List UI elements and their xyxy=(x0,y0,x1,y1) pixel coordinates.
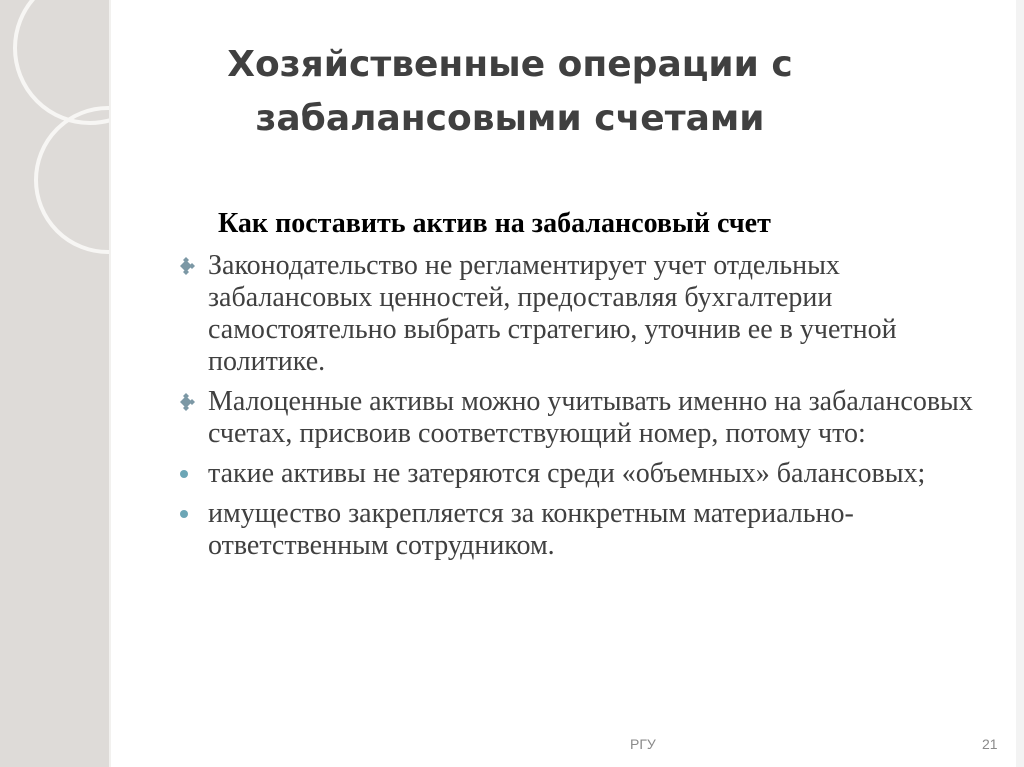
bullet-text: такие активы не затеряются среди «объемных» балансовых; xyxy=(208,458,926,489)
decorative-circle-small xyxy=(36,108,111,252)
round-dot-icon xyxy=(176,498,204,530)
bullet-text: Малоценные активы можно учитывать именно на забалансовых счетах, присвоив соответствующий номер, потому что: xyxy=(208,386,973,449)
decorative-circle-large xyxy=(15,0,111,123)
slide-subtitle: Как поставить актив на забалансовый счет xyxy=(218,208,771,239)
diamond-fleur-icon xyxy=(176,386,204,418)
bullet-list xyxy=(176,250,976,570)
decorative-side-band xyxy=(0,0,111,767)
slide-title-line-1: Хозяйственные операции с xyxy=(227,44,793,85)
bullet-text: имущество закрепляется за конкретным материально-ответственным сотрудником. xyxy=(208,498,854,561)
bullet-item xyxy=(176,386,976,450)
decorative-circles xyxy=(0,0,111,767)
bullet-text: Законодательство не регламентирует учет отдельных забалансовых ценностей, предоставляя бухгалтерии самостоятельно выбрать стратегию, уточнив ее в учетной политике. xyxy=(208,250,897,377)
bullet-item xyxy=(176,250,976,378)
right-frame-strip xyxy=(1016,0,1024,767)
bullet-item xyxy=(176,498,976,562)
footer-org-label: РГУ xyxy=(630,736,656,752)
diamond-fleur-icon xyxy=(176,250,204,282)
slide-title xyxy=(150,38,870,146)
bullet-item xyxy=(176,458,976,490)
round-dot-icon xyxy=(176,458,204,490)
slide-title-line-2: забалансовыми счетами xyxy=(255,98,765,139)
page-number: 21 xyxy=(982,736,998,752)
